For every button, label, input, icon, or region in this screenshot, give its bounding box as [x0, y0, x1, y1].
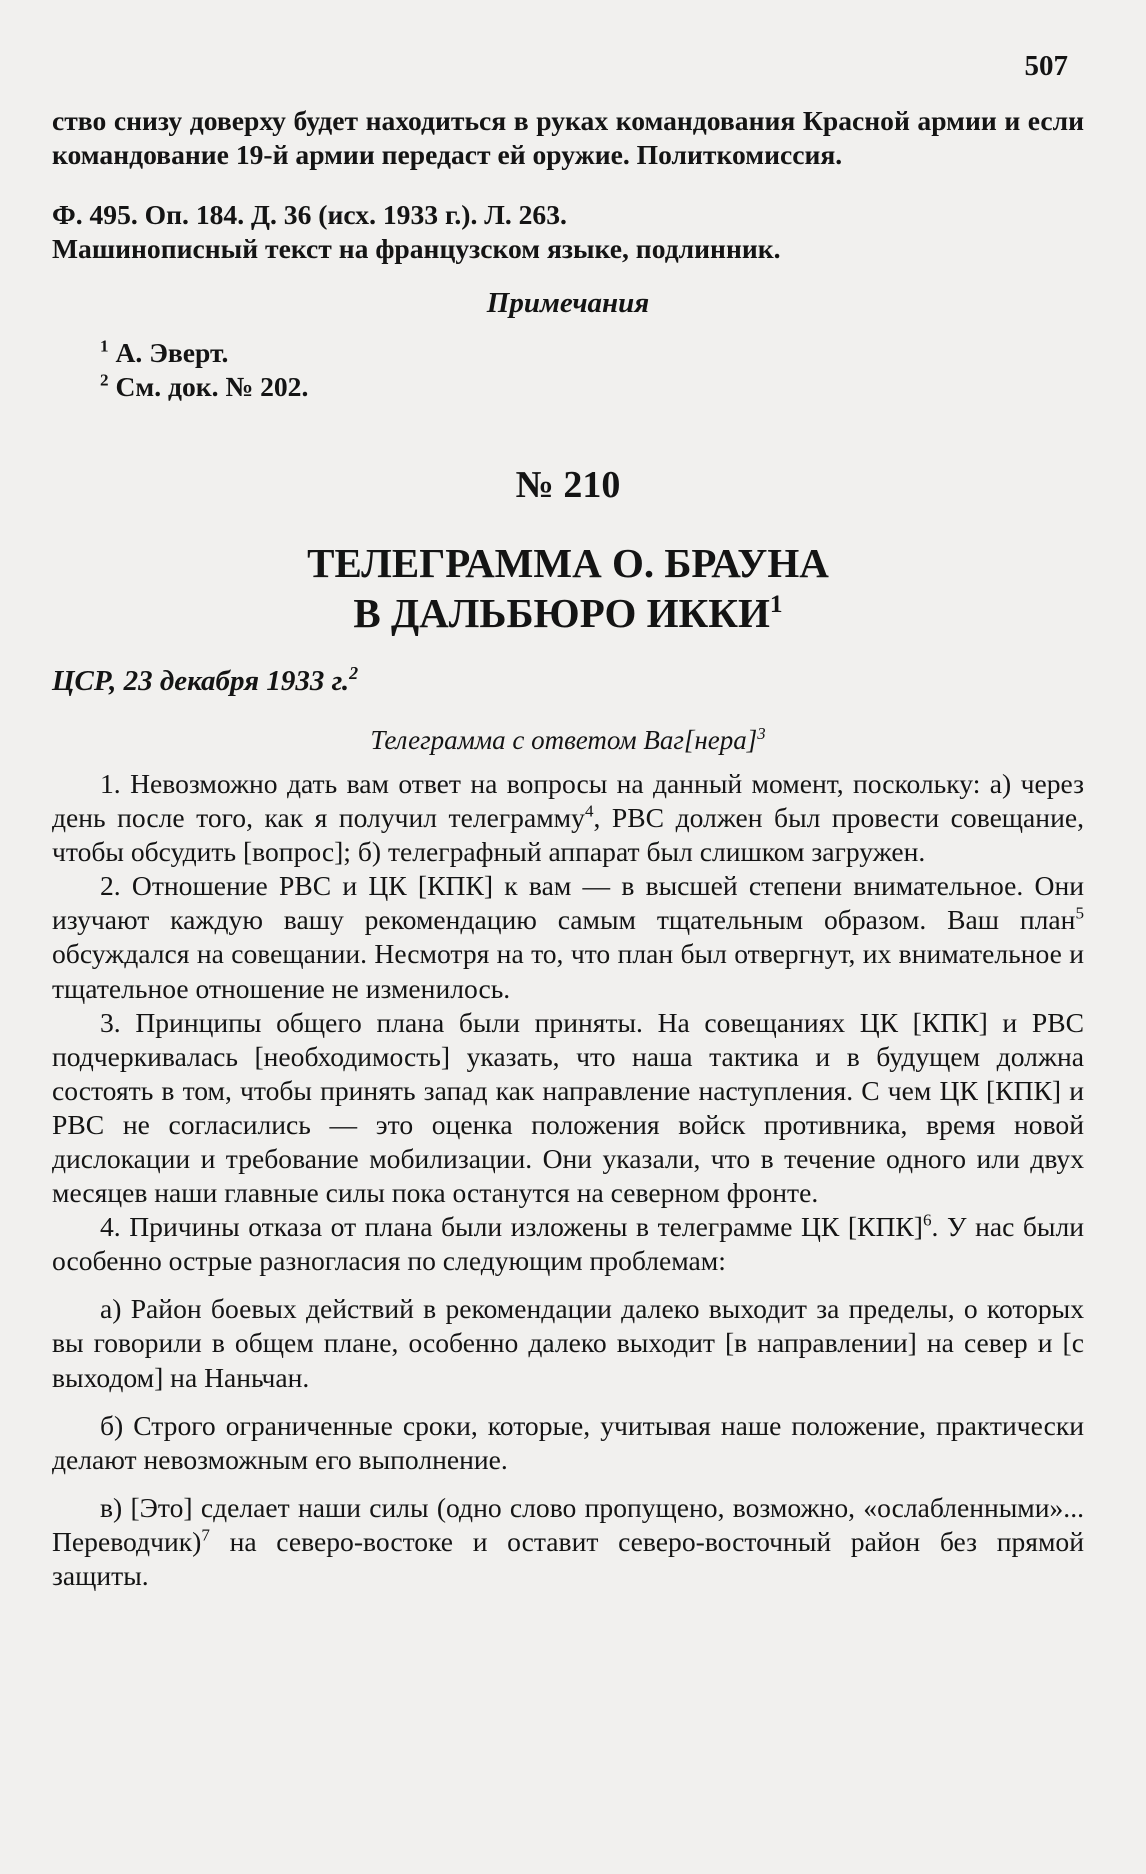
note-text: А. Эверт. [115, 337, 229, 369]
archive-desc: Машинописный текст на французском языке, подлинник. [52, 233, 781, 265]
notes-title: Примечания [486, 287, 650, 320]
title-line-1: ТЕЛЕГРАММА О. БРАУНА [307, 540, 829, 587]
document-number: № 210 [515, 464, 621, 507]
paragraph-text: обсуждался на совещании. Несмотря на то, что план был отвергнут, их внимательное и тщательное отношение не изменилось. [52, 938, 1084, 1004]
note-item [52, 336, 1084, 370]
footnote-marker: 1 [769, 589, 783, 618]
paragraph-2 [52, 869, 1084, 1005]
page-number: 507 [1024, 50, 1068, 82]
page-content [52, 104, 1084, 1593]
paragraph-text: . У нас были особенно острые разногласия по следующим проблемам: [52, 1211, 1084, 1277]
paragraph-text: , РВС должен был провести совещание, чтобы обсудить [вопрос]; б) телеграфный аппарат был слишком загружен. [52, 802, 1084, 868]
document-title [52, 539, 1084, 637]
title-line-2-text: В ДАЛЬБЮРО ИККИ [353, 589, 770, 636]
paragraph-text: на северо-востоке и оставит северо-восточный район без прямой защиты. [52, 1525, 1084, 1591]
note-item [52, 370, 1084, 404]
paragraph-text: 4. Причины отказа от плана были изложены в телеграмме ЦК [КПК] [100, 1211, 923, 1243]
footnote-marker: 7 [201, 1525, 210, 1545]
document-subtitle [52, 724, 1084, 757]
paragraph-text: 1. Невозможно дать вам ответ на вопросы на данный момент, поскольку: а) через день после того, как я получил телеграмму [52, 767, 1084, 834]
paragraph-1 [52, 767, 1084, 869]
note-marker: 2 [100, 371, 109, 391]
paragraph-text: в) [Это] сделает наши силы (одно слово пропущено, возможно, «ослабленными»... Переводчик) [52, 1491, 1084, 1557]
archive-ref: Ф. 495. Оп. 184. Д. 36 (исх. 1933 г.). Л. 263. [52, 199, 567, 231]
footnote-marker: 6 [922, 1210, 932, 1230]
footnote-marker: 4 [584, 801, 594, 821]
place-date-text: ЦСР, 23 декабря 1933 г. [52, 664, 350, 697]
title-line-2 [52, 589, 1084, 638]
document-body [52, 767, 1084, 1593]
paragraph-a: а) Район боевых действий в рекомендации далеко выходит за пределы, о которых вы говорили в общем плане, особенно далеко выходит [в направлении] на север и [с выходом] на Наньчан. [52, 1293, 1084, 1393]
paragraph-b: б) Строго ограниченные сроки, которые, учитывая наше положение, практически делают невозможным его выполнение. [52, 1409, 1084, 1475]
paragraph-c [52, 1491, 1084, 1593]
note-text: См. док. № 202. [115, 371, 309, 403]
paragraph-4 [52, 1210, 1084, 1278]
archive-reference [52, 198, 1084, 266]
footnote-marker: 2 [349, 662, 359, 683]
note-marker: 1 [100, 336, 109, 356]
notes-list [52, 336, 1084, 404]
continuation-text: ство снизу доверху будет находиться в руках командования Красной армии и если командование 19-й армии передаст ей оружие. Политкомиссия. [52, 105, 1084, 171]
footnote-marker: 5 [1075, 904, 1084, 924]
subtitle-text: Телеграмма с ответом Ваг[нера] [370, 724, 758, 755]
footnote-marker: 3 [757, 723, 766, 743]
paragraph-3: 3. Принципы общего плана были приняты. На совещаниях ЦК [КПК] и РВС подчеркивалась [необходимость] указать, что наша тактика и в будущем должна состоять в том, чтобы принять запад как направление наступления. С чем ЦК [КПК] и РВС не согласились — это оценка положения войск противника, время новой дислокации и требование мобилизации. Они указали, что в течение одного или двух месяцев наши главные силы пока останутся на северном фронте. [52, 1006, 1084, 1209]
paragraph-text: 2. Отношение РВС и ЦК [КПК] к вам — в высшей степени внимательное. Они изучают каждую вашу рекомендацию самым тщательным образом. Ваш план [52, 870, 1084, 936]
place-date [52, 664, 1084, 700]
